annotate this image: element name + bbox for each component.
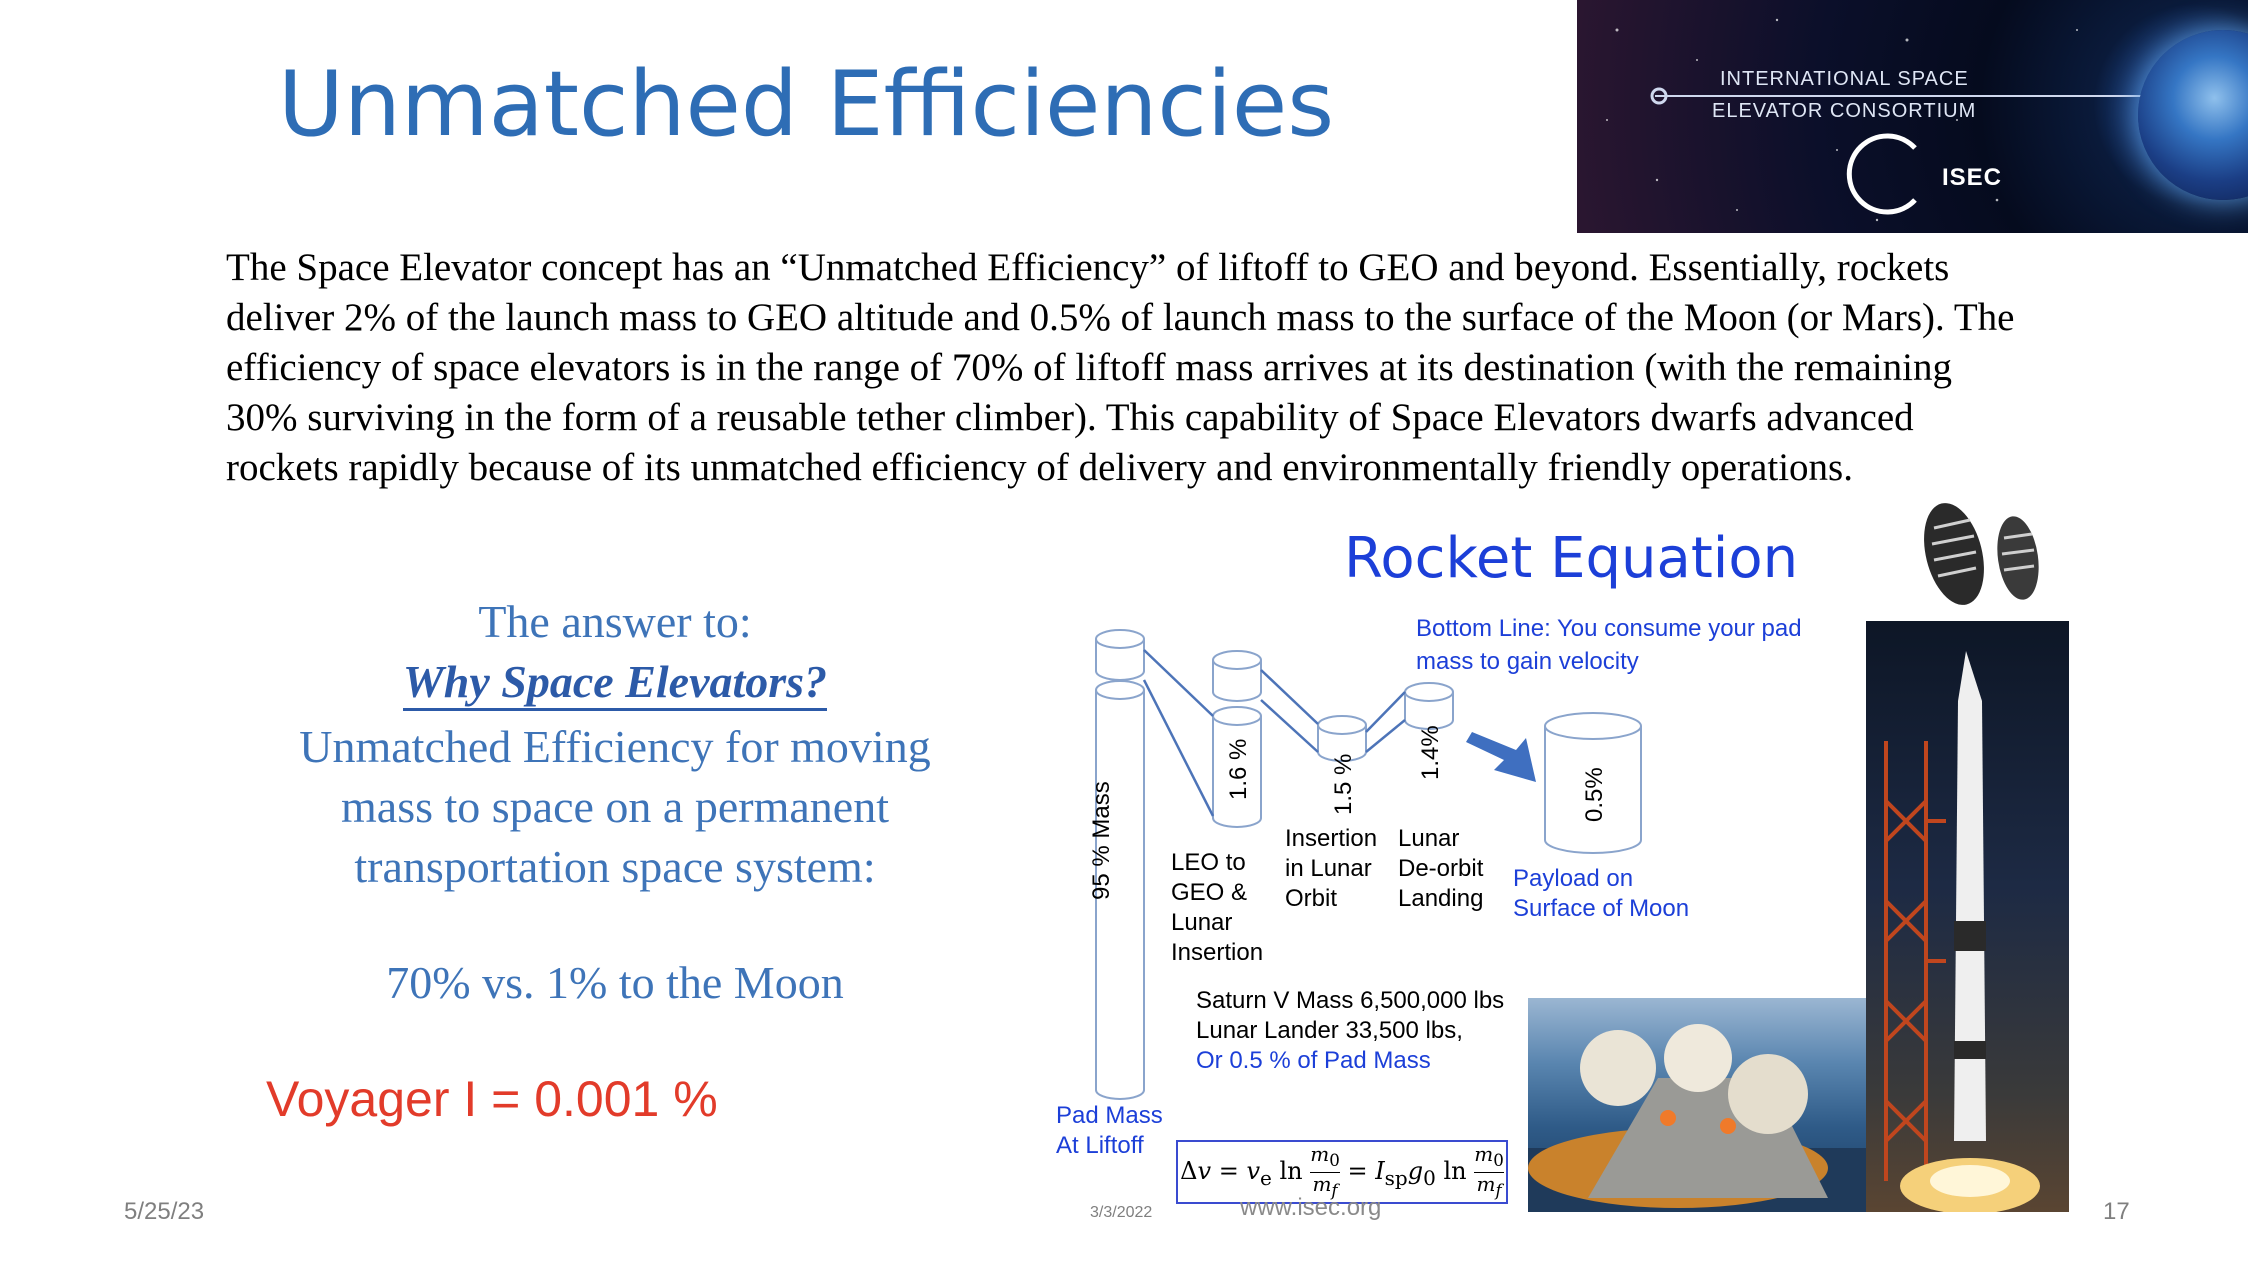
footer-url[interactable]: www.isec.org — [1240, 1194, 1382, 1221]
pct-16-label: 1.6 % — [1225, 738, 1252, 800]
answer-line-4: mass to space on a permanent — [341, 781, 889, 832]
logo-line-2: ELEVATOR CONSORTIUM — [1712, 100, 1977, 122]
stage-leo-label: LEO to GEO & Lunar Insertion — [1171, 849, 1264, 966]
voyager-note: Voyager I = 0.001 % — [266, 1071, 718, 1127]
footer-small-date: 3/3/2022 — [1090, 1204, 1153, 1221]
logo-badge: ISEC — [1942, 164, 2003, 191]
answer-comparison: 70% vs. 1% to the Moon — [386, 957, 844, 1008]
pct-14-label: 1.4% — [1417, 725, 1444, 780]
slide-title: Unmatched Efficiencies — [278, 52, 1335, 157]
body-paragraph: The Space Elevator concept has an “Unmatched Efficiency” of liftoff to GEO and beyond. Essentially, rockets deliver 2% of the launch mass to GEO altitude and 0.5% of launch mass to the surface of the Moon (or Mars). The efficiency of space elevators is in the range of 70% of liftoff mass arrives at its destination (with the remaining 30% surviving in the form of a reusable tether climber). This capability of Space Elevators dwarfs advanced rockets rapidly because of its unmatched efficiency of delivery and environmentally friendly operations. — [226, 246, 2015, 489]
mass-notes — [1196, 986, 1504, 1076]
formula-text: $\Delta v = v_e$ ln $\frac{m_0}{m_f}$ = $I_{sp}g_0$ ln $\frac{m_0}{m_f}$ — [1180, 1141, 1504, 1200]
stage-lunar-label: Lunar De-orbit Landing — [1398, 825, 1484, 912]
capsule-photo — [1528, 998, 1868, 1212]
answer-line-3: Unmatched Efficiency for moving — [299, 721, 931, 772]
answer-block — [240, 592, 990, 1013]
pad-fraction: Or 0.5 % of Pad Mass — [1196, 1047, 1431, 1074]
pct-15-label: 1.5 % — [1330, 753, 1357, 815]
pct-05-label: 0.5% — [1581, 767, 1608, 822]
stage-insertion-label: Insertion in Lunar Orbit — [1285, 825, 1378, 912]
saturn-mass: Saturn V Mass 6,500,000 lbs — [1196, 987, 1505, 1014]
logo-line-1: INTERNATIONAL SPACE — [1720, 68, 1969, 90]
answer-intro: The answer to: — [478, 596, 752, 647]
capsule-image-icon — [1528, 998, 1868, 1212]
rocket-equation-title: Rocket Equation — [1344, 526, 1799, 591]
page-number: 17 — [2103, 1198, 2130, 1225]
payload-label: Payload on Surface of Moon — [1513, 865, 1690, 922]
lander-mass: Lunar Lander 33,500 lbs, — [1196, 1017, 1463, 1044]
footer-date: 5/25/23 — [124, 1198, 205, 1225]
isec-logo — [1577, 0, 2248, 233]
saturn-v-image-icon — [1866, 621, 2069, 1212]
pad-mass-label: Pad Mass At Liftoff — [1056, 1102, 1163, 1159]
bottom-line-note: Bottom Line: You consume your pad mass to gain velocity — [1416, 615, 1802, 675]
saturn-v-photo — [1866, 621, 2069, 1212]
answer-question: Why Space Elevators? — [403, 656, 827, 711]
pct-95-label: 95 % Mass — [1088, 781, 1115, 900]
footprint-icon — [1912, 498, 2054, 610]
answer-line-5: transportation space system: — [354, 841, 876, 892]
